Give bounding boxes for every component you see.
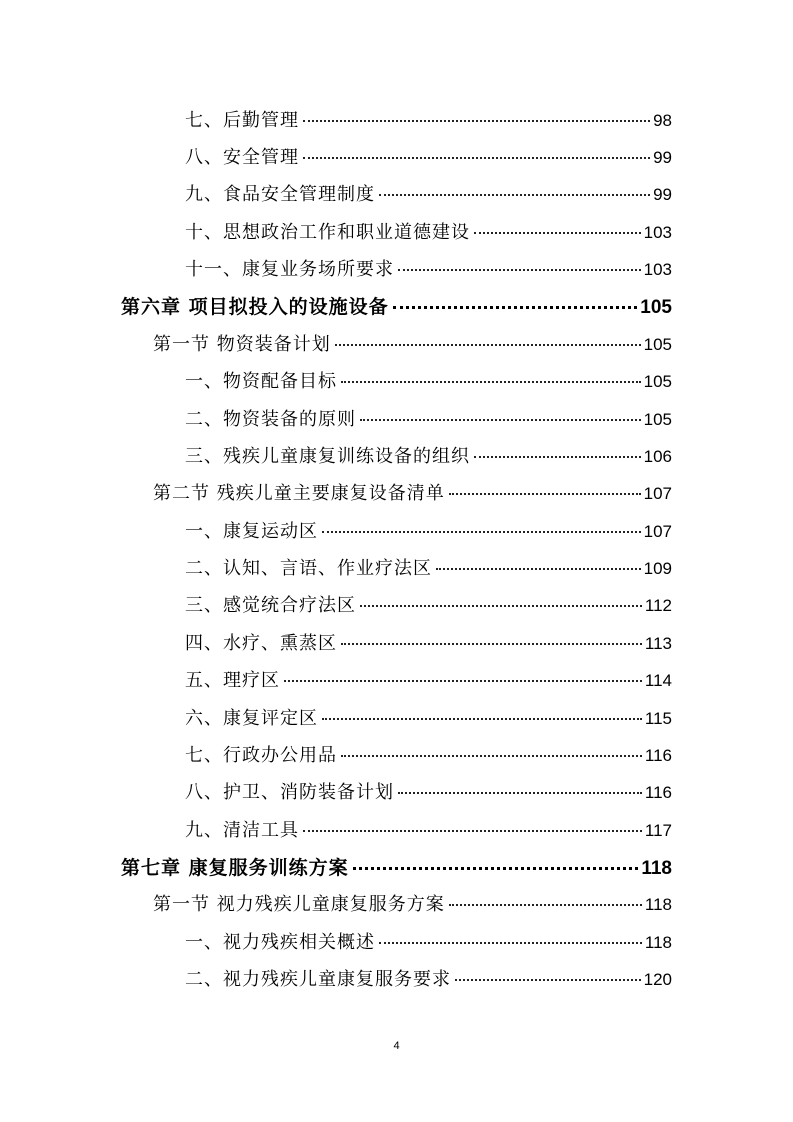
toc-entry-page: 118 [644,933,672,952]
toc-entry-page: 116 [644,746,672,765]
dot-leader [284,680,642,682]
dot-leader [436,568,641,570]
dot-leader [393,306,638,309]
toc-entry-label: 三、感觉统合疗法区 [185,595,356,616]
toc-section-entry[interactable] [153,479,672,509]
toc-entry[interactable] [185,143,672,173]
toc-entry-page: 107 [643,522,672,541]
toc-entry[interactable] [185,816,672,846]
toc-entry-label: 十、思想政治工作和职业道德建设 [185,222,470,243]
toc-entry-label: 五、理疗区 [185,670,280,691]
dot-leader [449,904,642,906]
toc-entry-page: 103 [643,223,672,242]
toc-entry[interactable] [185,704,672,734]
toc-entry-page: 105 [643,335,672,354]
dot-leader [322,531,641,533]
toc-entry-label: 四、水疗、熏蒸区 [185,633,337,654]
dot-leader [303,830,642,832]
toc-entry-label: 七、行政办公用品 [185,745,337,766]
page-number: 4 [393,1040,400,1052]
dot-leader [474,232,641,234]
toc-entry-page: 113 [644,634,672,653]
dot-leader [474,456,641,458]
toc-entry-page: 114 [644,671,672,690]
dot-leader [360,605,642,607]
toc-entry-label: 一、物资配备目标 [185,371,337,392]
toc-entry-label: 第七章 康复服务训练方案 [121,857,349,879]
toc-entry-label: 八、护卫、消防装备计划 [185,782,394,803]
toc-entry-label: 二、视力残疾儿童康复服务要求 [185,969,451,990]
toc-entry-page: 103 [643,260,672,279]
toc-entry-page: 112 [644,596,672,615]
toc-entry-page: 118 [641,858,672,879]
toc-entry[interactable] [185,554,672,584]
dot-leader [379,942,642,944]
toc-entry[interactable] [185,741,672,771]
toc-entry-page: 98 [653,111,672,130]
toc-entry-label: 三、残疾儿童康复训练设备的组织 [185,446,470,467]
toc-entry[interactable] [185,778,672,808]
toc-entry-label: 六、康复评定区 [185,708,318,729]
dot-leader [398,269,641,271]
toc-entry-page: 105 [643,410,672,429]
toc-entry-label: 二、物资装备的原则 [185,409,356,430]
toc-section-entry[interactable] [153,330,672,360]
dot-leader [341,643,642,645]
toc-entry-label: 第一节 物资装备计划 [153,334,331,355]
toc-chapter-entry[interactable] [121,853,672,883]
dot-leader [353,867,639,870]
dot-leader [303,157,650,159]
toc-entry-label: 十一、康复业务场所要求 [185,259,394,280]
toc-entry-page: 107 [643,484,672,503]
toc-entry-label: 二、认知、言语、作业疗法区 [185,558,432,579]
toc-entry-label: 一、视力残疾相关概述 [185,932,375,953]
toc-entry[interactable] [185,180,672,210]
toc-entry-label: 九、食品安全管理制度 [185,184,375,205]
toc-entry-page: 118 [644,895,672,914]
toc-entry[interactable] [185,666,672,696]
toc-entry[interactable] [185,367,672,397]
toc-entry-label: 第二节 残疾儿童主要康复设备清单 [153,483,445,504]
toc-entry-page: 99 [653,185,672,204]
dot-leader [398,792,642,794]
toc-entry[interactable] [185,629,672,659]
toc-entry[interactable] [185,218,672,248]
dot-leader [379,194,650,196]
dot-leader [335,344,641,346]
toc-section-entry[interactable] [153,890,672,920]
toc-entry[interactable] [185,928,672,958]
toc-entry[interactable] [185,517,672,547]
toc-entry[interactable] [185,591,672,621]
toc-entry[interactable] [185,442,672,472]
toc-entry-label: 一、康复运动区 [185,521,318,542]
toc-entry[interactable] [185,405,672,435]
toc-entry-label: 第六章 项目拟投入的设施设备 [121,296,389,318]
toc-entry[interactable] [185,255,672,285]
toc-entry-page: 105 [640,297,672,318]
toc-entry-label: 九、清洁工具 [185,820,299,841]
toc-entry-page: 106 [643,447,672,466]
dot-leader [360,419,641,421]
dot-leader [341,381,641,383]
toc-entry[interactable] [185,965,672,995]
toc-entry-page: 99 [653,148,672,167]
dot-leader [303,120,650,122]
toc-chapter-entry[interactable] [121,292,672,322]
toc-entry-label: 第一节 视力残疾儿童康复服务方案 [153,894,445,915]
dot-leader [455,979,641,981]
dot-leader [341,755,642,757]
toc-entry-page: 109 [643,559,672,578]
toc-entry-label: 八、安全管理 [185,147,299,168]
dot-leader [449,493,641,495]
toc-entry-page: 105 [643,372,672,391]
toc-entry[interactable] [185,106,672,136]
dot-leader [322,718,642,720]
toc-entry-label: 七、后勤管理 [185,110,299,131]
toc-entry-page: 115 [644,709,672,728]
toc-entry-page: 120 [643,970,672,989]
toc-entry-page: 116 [644,783,672,802]
toc-entry-page: 117 [644,821,672,840]
